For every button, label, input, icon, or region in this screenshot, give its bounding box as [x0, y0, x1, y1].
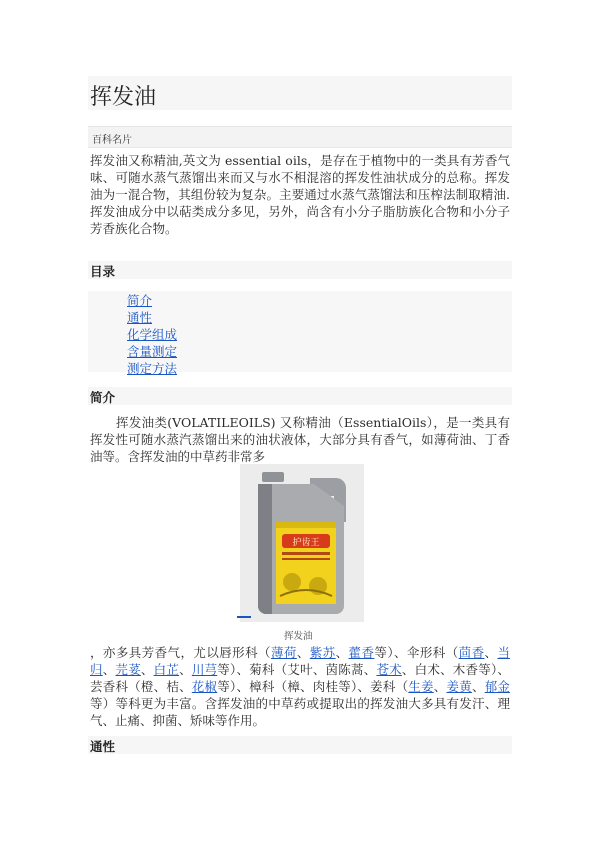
herb-link[interactable]: 白芷 [153, 662, 180, 677]
herb-link[interactable]: 郁金 [484, 679, 510, 694]
toc-item-methods [127, 360, 177, 377]
section-properties-heading-band [88, 736, 512, 754]
section-intro-paragraph-2 [90, 644, 510, 729]
toc-heading-band [88, 261, 512, 279]
herb-link[interactable]: 紫苏 [309, 645, 336, 660]
paragraph-text: 、 [433, 679, 447, 694]
herb-link[interactable]: 芫荽 [115, 662, 141, 677]
paragraph-text: 、 [335, 645, 349, 660]
paragraph-text: 、 [102, 662, 116, 677]
page-title: 挥发油 [90, 85, 157, 110]
toc-link-composition[interactable]: 化学组成 [127, 327, 178, 342]
paragraph-text: 、 [484, 645, 498, 660]
figure-link-mark[interactable] [237, 616, 251, 618]
paragraph-text: 等）、伞形科（ [374, 645, 459, 660]
paragraph-text: ，亦多具芳香气，尤以唇形科（ [90, 645, 271, 660]
toc-heading: 目录 [90, 264, 116, 279]
paragraph-text: 、 [140, 662, 154, 677]
herb-link[interactable]: 川芎 [191, 662, 218, 677]
card-band [88, 126, 512, 148]
herb-link[interactable]: 花椒 [191, 679, 218, 694]
section-properties-heading: 通性 [90, 739, 116, 754]
section-intro-heading: 简介 [90, 390, 116, 405]
herb-link[interactable]: 当归 [90, 645, 510, 677]
herb-link[interactable]: 茴香 [458, 645, 485, 660]
bottle-label-text: 护齿王 [292, 538, 320, 548]
oil-bottle-image [240, 464, 364, 622]
toc-link-content-assay[interactable]: 含量测定 [127, 344, 178, 359]
paragraph-text: 、 [296, 645, 310, 660]
toc-item-composition [127, 326, 177, 343]
herb-link[interactable]: 生姜 [408, 679, 434, 694]
figure-caption: 挥发油 [284, 631, 313, 642]
toc-item-content-assay [127, 343, 177, 360]
paragraph-text: 等）、樟科（樟、肉桂等）、姜科（ [217, 679, 409, 694]
oil-bottle-illustration [240, 464, 364, 622]
paragraph-text: 等）等科更为丰富。含挥发油的中草药或提取出的挥发油大多具有发汗、理气、止痛、抑菌、矫味等作用。 [90, 696, 510, 728]
bottle-cap [262, 472, 284, 482]
toc-item-intro [127, 292, 177, 309]
section-intro-heading-band [88, 387, 512, 405]
herb-link[interactable]: 苍术 [376, 662, 402, 677]
paragraph-text: 等）、菊科（艾叶、茵陈蒿、 [217, 662, 377, 677]
herb-link[interactable]: 薄荷 [270, 645, 297, 660]
paragraph-text: 、 [179, 662, 192, 677]
herb-link[interactable]: 藿香 [348, 645, 375, 660]
toc-link-properties[interactable]: 通性 [127, 310, 153, 325]
paragraph-text: 、 [471, 679, 485, 694]
toc-link-intro[interactable]: 简介 [127, 293, 153, 308]
table-of-contents [127, 292, 177, 377]
encyclopedia-card-label: 百科名片 [92, 135, 132, 146]
intro-paragraph: 挥发油又称精油,英文为 essential oils，是存在于植物中的一类具有芳香气味、可随水蒸气蒸馏出来而又与水不相混溶的挥发性油状成分的总称。挥发油为一混合物，其组份较为复杂。主要通过水蒸气蒸馏法和压榨法制取精油.挥发油成分中以萜类成分多见，另外，尚含有小分子脂肪族化合物和小分子芳香族化合物。 [90, 153, 510, 236]
toc-link-methods[interactable]: 测定方法 [127, 361, 178, 376]
herb-link[interactable]: 姜黄 [446, 679, 472, 694]
paragraph-text: 、白术、木香等）、芸香科（橙、桔、 [90, 662, 510, 694]
toc-item-properties [127, 309, 177, 326]
section-intro-paragraph-1: 挥发油类(VOLATILEOILS) 又称精油（EssentialOils），是一类具有挥发性可随水蒸汽蒸馏出来的油状液体，大部分具有香气，如薄荷油、丁香油等。含挥发油的中草药非常多 [90, 415, 510, 464]
